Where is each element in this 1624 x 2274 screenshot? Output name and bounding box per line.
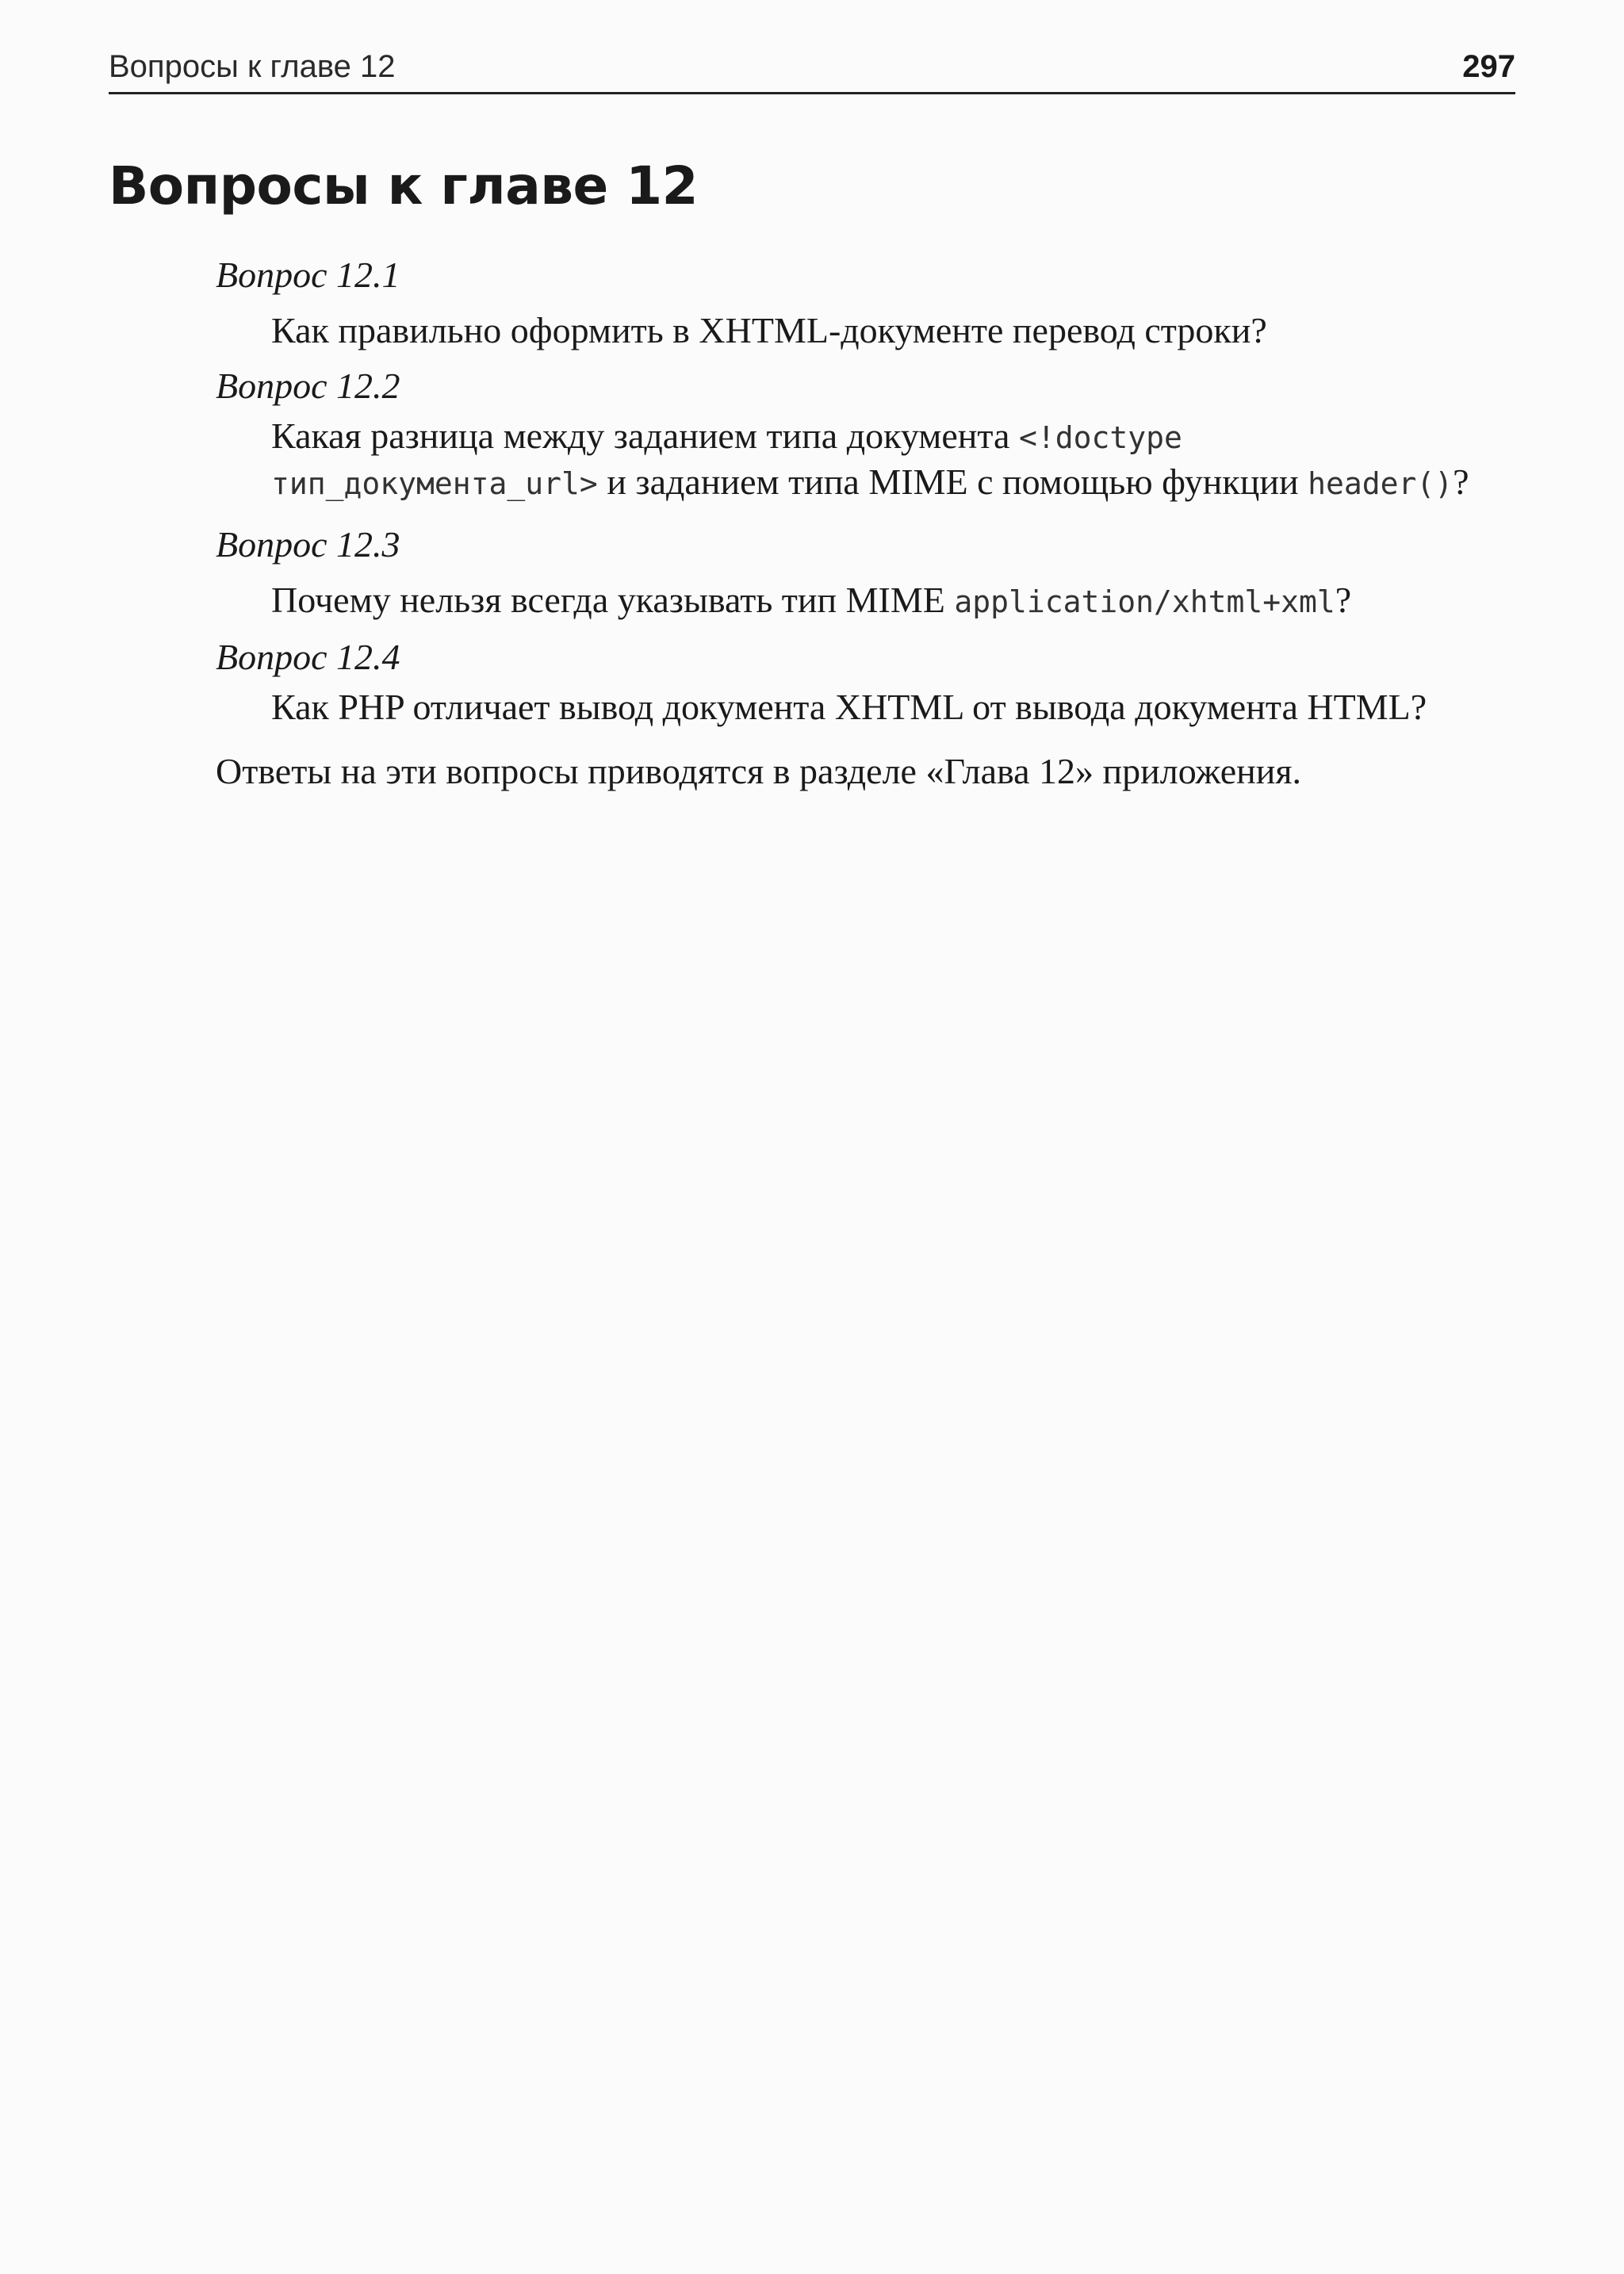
question-text <box>271 414 1515 517</box>
question-label: Вопрос 12.3 <box>216 524 400 565</box>
question-text: Как PHP отличает вывод документа XHTML от вывода документа HTML? <box>271 687 1427 727</box>
running-title: Вопросы к главе 12 <box>109 49 396 84</box>
code-mime-type: application/xhtml+xml <box>954 584 1335 619</box>
question-text-part: Какая разница между заданием типа документа <box>271 415 1019 456</box>
code-doctype: <!doctype тип_документа_url> <box>271 420 1182 501</box>
page-number: 297 <box>1462 49 1515 84</box>
question-text: Как правильно оформить в XHTML-документе перевод строки? <box>271 310 1267 350</box>
section-heading: Вопросы к главе 12 <box>109 155 699 216</box>
questions-list <box>216 247 1515 798</box>
question-text-part: ? <box>1335 580 1352 620</box>
question-text-part: и заданием типа MIME с помощью функции <box>597 461 1308 502</box>
code-header-function: header() <box>1308 466 1454 501</box>
question-text <box>271 572 1515 630</box>
question-label: Вопрос 12.2 <box>216 366 400 406</box>
question-label: Вопрос 12.4 <box>216 637 400 677</box>
question-label: Вопрос 12.1 <box>216 255 400 295</box>
question-text-part: Почему нельзя всегда указывать тип MIME <box>271 580 955 620</box>
running-header <box>109 44 1515 94</box>
answers-note: Ответы на эти вопросы приводятся в разделе «Глава 12» приложения. <box>216 751 1302 791</box>
question-text-part: ? <box>1453 461 1469 502</box>
